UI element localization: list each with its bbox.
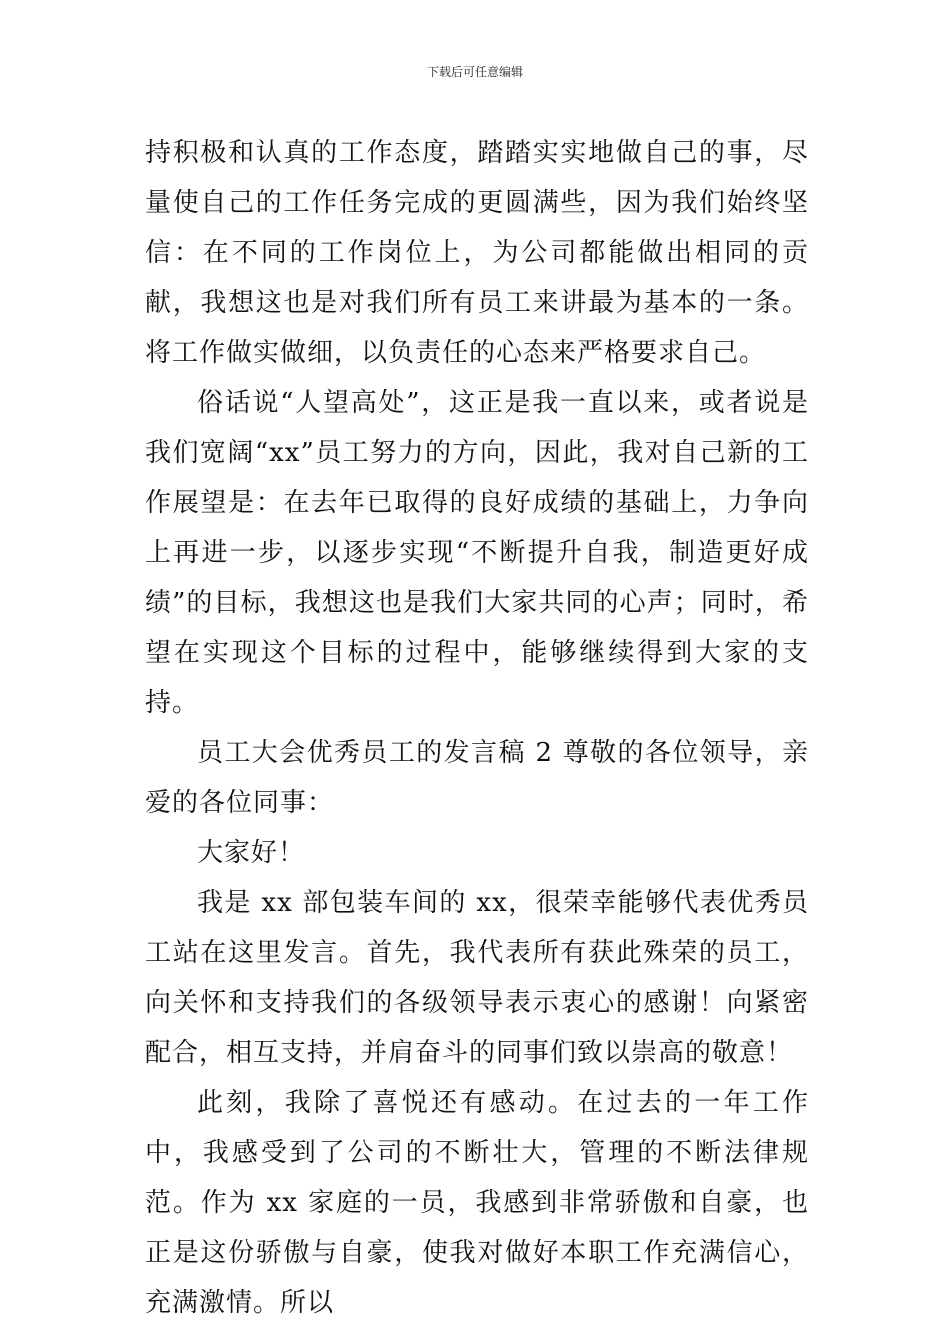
paragraph: 此刻，我除了喜悦还有感动。在过去的一年工作中，我感受到了公司的不断壮大，管理的不断法律规范。作为 xx 家庭的一员，我感到非常骄傲和自豪，也正是这份骄傲与自豪，使我对做好本职工作充满信心，充满激情。所以 [145, 1088, 809, 1318]
paragraph: 大家好！ [197, 838, 306, 868]
paragraph: 持积极和认真的工作态度，踏踏实实地做自己的事，尽量使自己的工作任务完成的更圆满些，因为我们始终坚信：在不同的工作岗位上，为公司都能做出相同的贡献，我想这也是对我们所有员工来讲最为基本的一条。将工作做实做细，以负责任的心态来严格要求自己。 [145, 138, 809, 368]
paragraph: 俗话说“人望高处”，这正是我一直以来，或者说是我们宽阔“xx”员工努力的方向，因此，我对自己新的工作展望是：在去年已取得的良好成绩的基础上，力争向上再进一步，以逐步实现“不断提升自我，制造更好成绩”的目标，我想这也是我们大家共同的心声；同时，希望在实现这个目标的过程中，能够继续得到大家的支持。 [145, 388, 809, 718]
paragraph: 我是 xx 部包装车间的 xx，很荣幸能够代表优秀员工站在这里发言。首先，我代表所有获此殊荣的员工，向关怀和支持我们的各级领导表示衷心的感谢！向紧密配合，相互支持，并肩奋斗的同事们致以崇高的敬意！ [145, 888, 809, 1068]
page-header-note: 下载后可任意编辑 [426, 65, 523, 79]
paragraph: 员工大会优秀员工的发言稿 2 尊敬的各位领导，亲爱的各位同事： [145, 738, 809, 818]
document-body [145, 128, 809, 1328]
